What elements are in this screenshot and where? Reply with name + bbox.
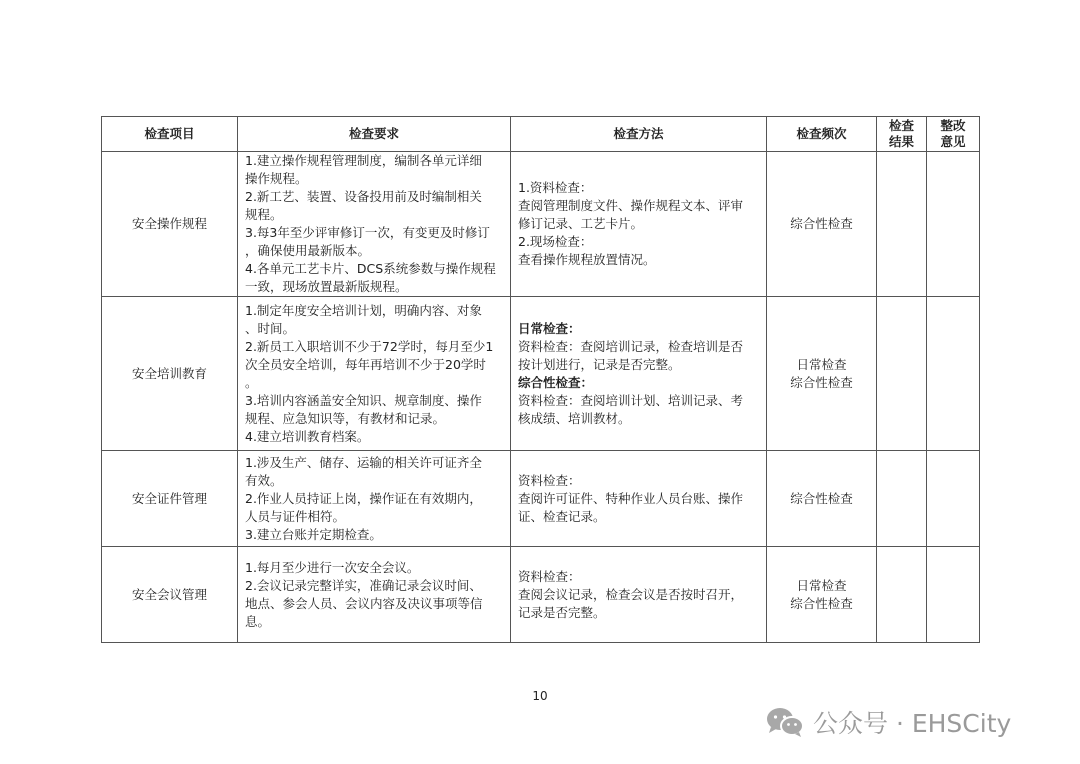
method-line: 资料检查：查阅培训记录，检查培训是否 — [518, 338, 744, 354]
frequency-line: 综合性检查 — [790, 216, 853, 231]
method-line: 查阅许可证件、特种作业人员台账、操作 — [518, 490, 744, 506]
cell-item: 安全证件管理 — [102, 451, 238, 547]
table-row — [102, 152, 980, 297]
cell-method — [511, 297, 767, 451]
requirement-line: 规程。 — [245, 207, 283, 222]
cell-result — [877, 152, 927, 297]
cell-method — [511, 547, 767, 643]
requirement-line: 2.新工艺、装置、设备投用前及时编制相关 — [245, 189, 482, 204]
method-line: 核成绩、培训教材。 — [518, 410, 631, 426]
method-line: 查阅管理制度文件、操作规程文本、评审 — [518, 198, 744, 213]
method-line: 按计划进行，记录是否完整。 — [518, 356, 681, 372]
cell-frequency — [767, 152, 877, 297]
frequency-line: 日常检查 — [796, 356, 847, 372]
cell-result — [877, 297, 927, 451]
method-line: 查阅会议记录，检查会议是否按时召开， — [518, 586, 744, 602]
requirement-line: 1.建立操作规程管理制度，编制各单元详细 — [245, 153, 482, 168]
frequency-line: 日常检查 — [796, 577, 847, 593]
cell-method — [511, 451, 767, 547]
method-line: 修订记录、工艺卡片。 — [518, 216, 644, 231]
table-row — [102, 297, 980, 451]
requirement-line: 2.作业人员持证上岗，操作证在有效期内， — [245, 490, 482, 506]
method-heading: 综合性检查： — [518, 374, 594, 390]
table-header-row — [102, 117, 980, 152]
cell-frequency — [767, 451, 877, 547]
requirement-line: 有效。 — [245, 472, 283, 488]
cell-result — [877, 547, 927, 643]
requirement-line: 地点、参会人员、会议内容及决议事项等信 — [245, 595, 483, 611]
requirement-line: 、时间。 — [245, 320, 296, 336]
requirement-line: 息。 — [245, 613, 271, 629]
requirement-line: 3.培训内容涵盖安全知识、规章制度、操作 — [245, 392, 482, 408]
cell-item: 安全培训教育 — [102, 297, 238, 451]
method-heading: 日常检查： — [518, 320, 581, 336]
method-line: 资料检查： — [518, 472, 581, 488]
requirement-line: 1.每月至少进行一次安全会议。 — [245, 559, 420, 575]
requirement-line: 。 — [245, 374, 258, 390]
requirement-line: 2.新员工入职培训不少于72学时，每月至少1 — [245, 338, 494, 354]
table-row — [102, 547, 980, 643]
header-inspection-result: 检查 结果 — [877, 117, 927, 152]
method-line: 1.资料检查： — [518, 180, 593, 195]
cell-opinion — [927, 297, 980, 451]
requirement-line: 3.每3年至少评审修订一次，有变更及时修订 — [245, 225, 490, 240]
requirement-line: ，确保使用最新版本。 — [245, 243, 371, 258]
cell-result — [877, 451, 927, 547]
watermark — [765, 702, 1011, 742]
requirement-line: 4.各单元工艺卡片、DCS系统参数与操作规程 — [245, 261, 496, 276]
requirement-line: 操作规程。 — [245, 171, 308, 186]
cell-method — [511, 152, 767, 297]
cell-item: 安全会议管理 — [102, 547, 238, 643]
requirement-line: 次全员安全培训，每年再培训不少于20学时 — [245, 356, 486, 372]
requirement-line: 人员与证件相符。 — [245, 508, 346, 524]
requirement-line: 2.会议记录完整详实，准确记录会议时间、 — [245, 577, 482, 593]
requirement-line: 1.制定年度安全培训计划，明确内容、对象 — [245, 302, 482, 318]
cell-requirements — [238, 152, 511, 297]
requirement-line: 4.建立培训教育档案。 — [245, 428, 370, 444]
cell-opinion — [927, 451, 980, 547]
wechat-icon — [765, 705, 805, 739]
cell-frequency — [767, 547, 877, 643]
header-inspection-method: 检查方法 — [511, 117, 767, 152]
requirement-line: 3.建立台账并定期检查。 — [245, 526, 382, 542]
frequency-line: 综合性检查 — [790, 595, 853, 611]
requirement-line: 一致，现场放置最新版规程。 — [245, 279, 408, 294]
header-rectification-opinion: 整改 意见 — [927, 117, 980, 152]
header-inspection-item: 检查项目 — [102, 117, 238, 152]
cell-item: 安全操作规程 — [102, 152, 238, 297]
watermark-text: 公众号 · EHSCity — [813, 709, 1012, 738]
table-row — [102, 451, 980, 547]
frequency-line: 综合性检查 — [790, 374, 853, 390]
method-line: 证、检查记录。 — [518, 508, 606, 524]
cell-opinion — [927, 152, 980, 297]
method-line: 记录是否完整。 — [518, 604, 606, 620]
method-line: 查看操作规程放置情况。 — [518, 252, 656, 267]
cell-requirements — [238, 297, 511, 451]
inspection-table — [101, 116, 980, 643]
header-inspection-frequency: 检查频次 — [767, 117, 877, 152]
method-line: 资料检查： — [518, 568, 581, 584]
method-line: 资料检查：查阅培训计划、培训记录、考 — [518, 392, 744, 408]
cell-frequency — [767, 297, 877, 451]
requirement-line: 1.涉及生产、储存、运输的相关许可证齐全 — [245, 454, 482, 470]
frequency-line: 综合性检查 — [790, 490, 853, 506]
cell-requirements — [238, 547, 511, 643]
requirement-line: 规程、应急知识等，有教材和记录。 — [245, 410, 446, 426]
header-inspection-requirements: 检查要求 — [238, 117, 511, 152]
cell-opinion — [927, 547, 980, 643]
method-line: 2.现场检查： — [518, 234, 593, 249]
page-number: 10 — [532, 689, 548, 703]
cell-requirements — [238, 451, 511, 547]
